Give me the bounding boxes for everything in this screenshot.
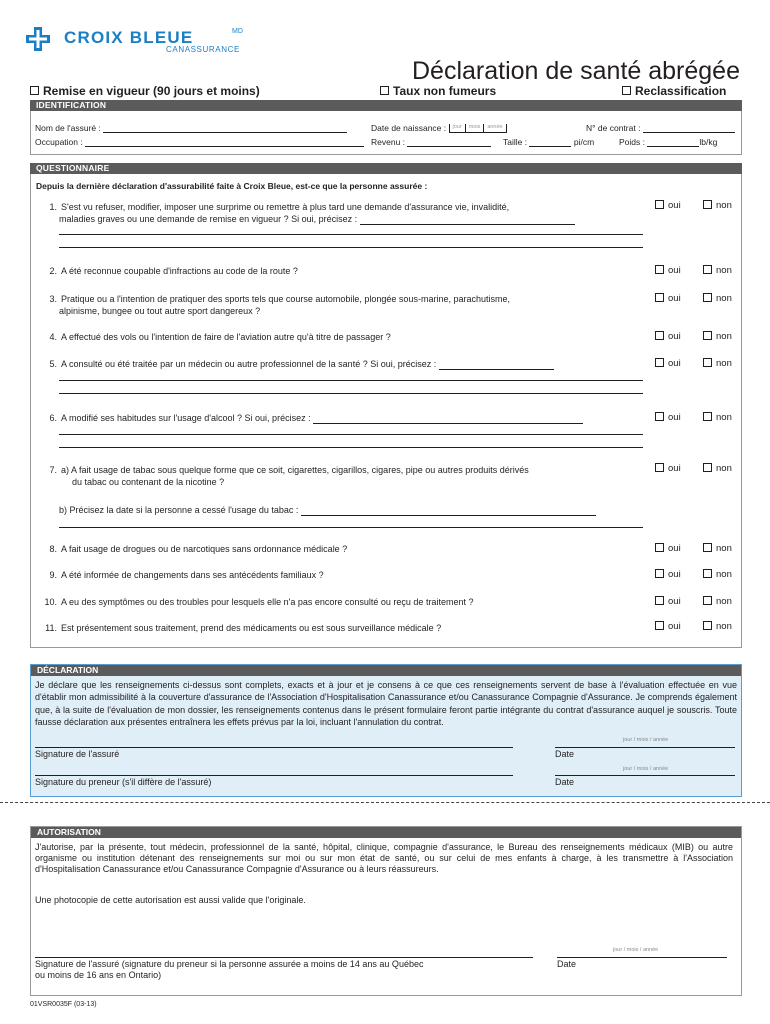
checkbox[interactable] xyxy=(655,358,664,367)
q2-yes[interactable]: oui xyxy=(655,265,681,276)
holder-signature-line[interactable] xyxy=(35,775,513,776)
brand-name: CROIX BLEUE xyxy=(64,28,194,47)
question-7a-cont: du tabac ou contenant de la nicotine ? xyxy=(72,477,225,487)
q3-no[interactable]: non xyxy=(703,293,732,304)
checkbox[interactable] xyxy=(703,569,712,578)
q11-yes[interactable]: oui xyxy=(655,621,681,632)
authorization-date-line[interactable] xyxy=(557,957,727,958)
holder-signature-label: Signature du preneur (s'il diffère de l'assuré) xyxy=(35,777,212,787)
insured-signature-line[interactable] xyxy=(35,747,513,748)
q1-details-line[interactable] xyxy=(59,247,643,248)
question-3: 3. Pratique ou a l'intention de pratiquer des sports tels que course automobile, plongée sous-marine, parachutisme, xyxy=(49,294,510,304)
questionnaire-header: QUESTIONNAIRE xyxy=(30,163,742,174)
question-4: 4. A effectué des vols ou l'intention de faire de l'aviation autre qu'à titre de passager ? xyxy=(49,332,391,342)
croix-bleue-logo xyxy=(26,27,256,55)
checkbox[interactable] xyxy=(30,86,39,95)
q9-yes[interactable]: oui xyxy=(655,569,681,580)
question-11: 11. Est présentement sous traitement, prend des médicaments ou est sous surveillance médicale ? xyxy=(45,623,442,633)
checkbox[interactable] xyxy=(703,358,712,367)
height-field[interactable]: Taille : pi/cm xyxy=(503,137,595,147)
question-7a: 7. a) A fait usage de tabac sous quelque forme que ce soit, cigarettes, cigarillos, cigares, pipe ou autres produits dérivés xyxy=(49,465,529,475)
q4-yes[interactable]: oui xyxy=(655,331,681,342)
q6-details-line[interactable] xyxy=(59,434,643,435)
insured-name-field[interactable]: Nom de l'assuré : xyxy=(35,123,347,133)
question-1-cont: maladies graves ou une demande de remise en vigueur ? Si oui, précisez : xyxy=(59,213,644,225)
checkbox[interactable] xyxy=(703,265,712,274)
q10-no[interactable]: non xyxy=(703,596,732,607)
checkbox[interactable] xyxy=(655,293,664,302)
checkbox[interactable] xyxy=(622,86,631,95)
checkbox[interactable] xyxy=(703,621,712,630)
q6-details-field[interactable] xyxy=(313,414,583,424)
checkbox[interactable] xyxy=(703,331,712,340)
holder-date-label: Date xyxy=(555,777,575,787)
question-6: 6. A modifié ses habitudes sur l'usage d'alcool ? Si oui, précisez : xyxy=(37,412,642,424)
question-5: 5. A consulté ou été traitée par un médecin ou autre professionnel de la santé ? Si oui, précisez : xyxy=(37,358,642,370)
cut-line xyxy=(0,802,770,803)
q7b-date-field[interactable] xyxy=(301,506,596,516)
authorization-text: J'autorise, par la présente, tout médecin, professionnel de la santé, hôpital, clinique, compagnie d'assurance, le Bureau des renseignements médicaux (MIB) ou autre organisme ou institution détenant des renseignements sur moi ou sur mon état de santé, ou sur celui de mes enfants à charge, à les transmettre à l'Association d'Hospitalisation Canassurance et/ou Canassurance Compagnie d'Assurance ou à leurs réassureurs. xyxy=(35,842,733,874)
checkbox[interactable] xyxy=(703,596,712,605)
checkbox[interactable] xyxy=(703,293,712,302)
checkbox[interactable] xyxy=(655,412,664,421)
declaration-section xyxy=(30,664,742,797)
form-code: 01VSR0035F (03-13) xyxy=(30,1001,97,1008)
question-1: 1. S'est vu refuser, modifier, imposer une surprime ou remettre à plus tard une demande d'assurance vie, invalidité, xyxy=(49,202,510,212)
q7-no[interactable]: non xyxy=(703,463,732,474)
q1-details-field[interactable] xyxy=(360,215,575,225)
photocopy-note: Une photocopie de cette autorisation est aussi valide que l'originale. xyxy=(35,895,306,905)
q6-no[interactable]: non xyxy=(703,412,732,423)
date-hint: jour / mois / année xyxy=(623,766,669,772)
q4-no[interactable]: non xyxy=(703,331,732,342)
q1-yes[interactable]: oui xyxy=(655,200,681,211)
checkbox[interactable] xyxy=(655,463,664,472)
q3-yes[interactable]: oui xyxy=(655,293,681,304)
identification-header: IDENTIFICATION xyxy=(30,100,742,111)
checkbox[interactable] xyxy=(655,596,664,605)
q5-yes[interactable]: oui xyxy=(655,358,681,369)
q5-details-line[interactable] xyxy=(59,380,643,381)
checkbox[interactable] xyxy=(655,265,664,274)
contract-number-field[interactable]: N° de contrat : xyxy=(586,123,735,133)
q2-no[interactable]: non xyxy=(703,265,732,276)
q1-no[interactable]: non xyxy=(703,200,732,211)
checkbox[interactable] xyxy=(655,331,664,340)
weight-field[interactable]: Poids : lb/kg xyxy=(619,137,718,147)
q8-yes[interactable]: oui xyxy=(655,543,681,554)
q7b-details-line[interactable] xyxy=(59,527,643,528)
q8-no[interactable]: non xyxy=(703,543,732,554)
q5-no[interactable]: non xyxy=(703,358,732,369)
date-hint: jour / mois / année xyxy=(613,947,659,953)
q11-no[interactable]: non xyxy=(703,621,732,632)
declaration-text: Je déclare que les renseignements ci-dessus sont complets, exacts et à jour et je consens à ce que ces renseignements servent de base à l'évaluation effectuée en vue d'établir mon admissibilité à la couverture d'assurance de l'Association d'Hospitalisation Canassurance et/ou Canassurance Compagnie d'Assurance. Je comprends également que, à la suite de l'évaluation de mon dossier, les renseignements contenus dans le présent formulaire feront partie intégrante du contrat d'assurance auquel je souscris. Toute fausse déclaration aux présentes entraînera les effets prévus par la loi, incluant l'annulation du contrat. xyxy=(35,680,737,728)
sub-brand: CANASSURANCE xyxy=(166,45,240,54)
q6-details-line[interactable] xyxy=(59,447,643,448)
question-3-cont: alpinisme, bungee ou tout autre sport dangereux ? xyxy=(59,306,261,316)
date-hint: jour / mois / année xyxy=(623,737,669,743)
checkbox[interactable] xyxy=(380,86,389,95)
income-field[interactable]: Revenu : xyxy=(371,137,491,147)
holder-date-line[interactable] xyxy=(555,775,735,776)
q7-yes[interactable]: oui xyxy=(655,463,681,474)
q5-details-field[interactable] xyxy=(439,360,554,370)
checkbox[interactable] xyxy=(655,200,664,209)
checkbox[interactable] xyxy=(703,200,712,209)
trademark: MD xyxy=(232,28,243,35)
declaration-header: DÉCLARATION xyxy=(31,665,741,676)
q5-details-line[interactable] xyxy=(59,393,643,394)
option-reclassification[interactable]: Reclassification xyxy=(622,84,726,98)
checkbox[interactable] xyxy=(703,412,712,421)
insured-date-line[interactable] xyxy=(555,747,735,748)
question-9: 9. A été informée de changements dans ses antécédents familiaux ? xyxy=(49,570,324,580)
authorization-signature-label-cont: ou moins de 16 ans en Ontario) xyxy=(35,970,162,980)
checkbox[interactable] xyxy=(655,569,664,578)
authorization-date-label: Date xyxy=(557,959,577,969)
q9-no[interactable]: non xyxy=(703,569,732,580)
birthdate-field[interactable]: Date de naissance : jour mois année xyxy=(371,123,507,133)
blue-cross-icon xyxy=(26,27,50,51)
page-title: Déclaration de santé abrégée xyxy=(411,57,740,85)
question-10: 10. A eu des symptômes ou des troubles pour lesquels elle n'a pas encore consulté ou reçu de traitement ? xyxy=(44,597,474,607)
authorization-header: AUTORISATION xyxy=(31,827,741,838)
checkbox[interactable] xyxy=(655,543,664,552)
questionnaire-intro: Depuis la dernière déclaration d'assurabilité faite à Croix Bleue, est-ce que la personne assurée : xyxy=(36,181,428,191)
authorization-section xyxy=(30,826,742,996)
occupation-field[interactable]: Occupation : xyxy=(35,137,364,147)
option-reinstatement[interactable]: Remise en vigueur (90 jours et moins) xyxy=(30,84,260,98)
insured-signature-label: Signature de l'assuré xyxy=(35,749,120,759)
checkbox[interactable] xyxy=(703,463,712,472)
q10-yes[interactable]: oui xyxy=(655,596,681,607)
q6-yes[interactable]: oui xyxy=(655,412,681,423)
question-7b: b) Précisez la date si la personne a cessé l'usage du tabac : xyxy=(59,504,644,516)
authorization-signature-line[interactable] xyxy=(35,957,533,958)
checkbox[interactable] xyxy=(655,621,664,630)
checkbox[interactable] xyxy=(703,543,712,552)
option-non-smoker[interactable]: Taux non fumeurs xyxy=(380,84,496,98)
q1-details-line[interactable] xyxy=(59,234,643,235)
authorization-signature-label: Signature de l'assuré (signature du preneur si la personne assurée a moins de 14 ans au Québec xyxy=(35,959,424,969)
insured-date-label: Date xyxy=(555,749,575,759)
question-2: 2. A été reconnue coupable d'infractions au code de la route ? xyxy=(49,266,298,276)
question-8: 8. A fait usage de drogues ou de narcotiques sans ordonnance médicale ? xyxy=(49,544,348,554)
